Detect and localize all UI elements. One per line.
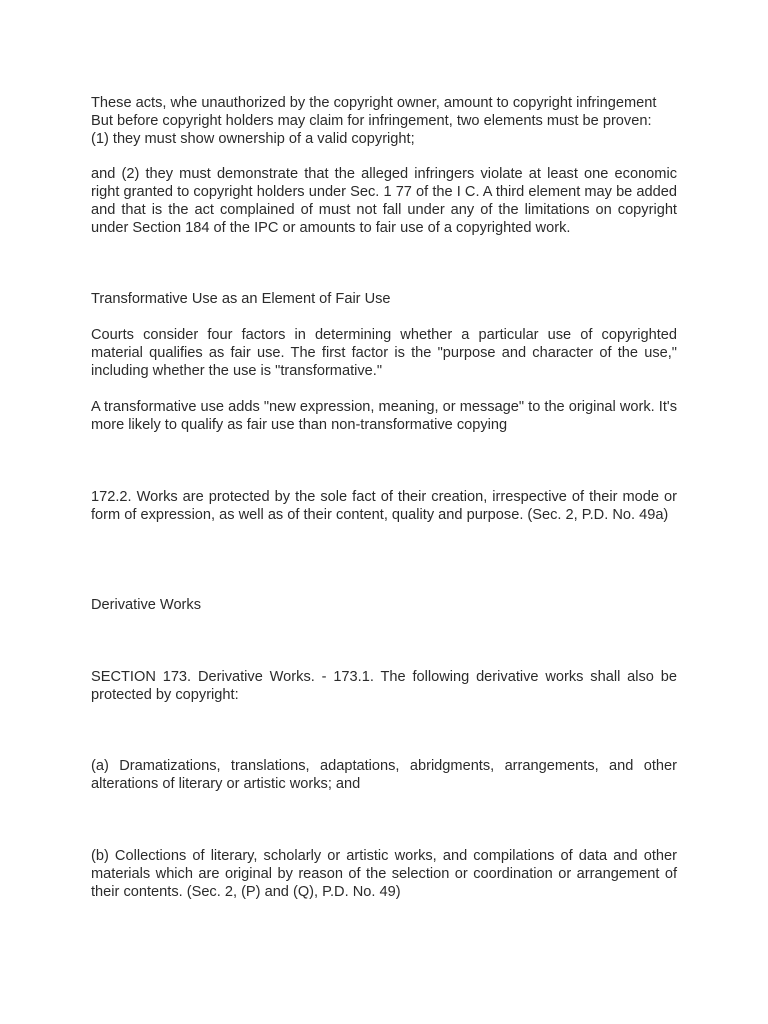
paragraph-172-2: 172.2. Works are protected by the sole fact of their creation, irrespective of their mode or form of expression, as well as of their content, quality and purpose. (Sec. 2, P.D. No. 49a) [91, 489, 677, 523]
section-heading-derivative-works: Derivative Works [91, 597, 202, 613]
section-heading-transformative-use: Transformative Use as an Element of Fair Use [91, 291, 391, 307]
paragraph-line: (1) they must show ownership of a valid copyright; [91, 131, 415, 147]
paragraph-four-factors: Courts consider four factors in determining whether a particular use of copyrighted material qualifies as fair use. The first factor is the "purpose and character of the use," including whether the use is "transformative." [91, 327, 677, 379]
paragraph-line: But before copyright holders may claim for infringement, two elements must be proven: [91, 113, 652, 129]
paragraph-item-b: (b) Collections of literary, scholarly or artistic works, and compilations of data and other materials which are original by reason of the selection or coordination or arrangement of their contents. (Sec. 2, (P) and (Q), P.D. No. 49) [91, 848, 677, 900]
paragraph-transformative-definition: A transformative use adds "new expression, meaning, or message" to the original work. It's more likely to qualify as fair use than non-transformative copying [91, 399, 677, 433]
paragraph-second-element: and (2) they must demonstrate that the alleged infringers violate at least one economic right granted to copyright holders under Sec. 1 77 of the I C. A third element may be added and that is the act complained of must not fall under any of the limitations on copyright under Section 184 of the IPC or amounts to fair use of a copyrighted work. [91, 166, 677, 236]
paragraph-section-173: SECTION 173. Derivative Works. - 173.1. The following derivative works shall also be protected by copyright: [91, 669, 677, 703]
paragraph-infringement-elements [91, 94, 677, 148]
document-page [91, 0, 677, 1024]
paragraph-item-a: (a) Dramatizations, translations, adaptations, abridgments, arrangements, and other alterations of literary or artistic works; and [91, 758, 677, 792]
paragraph-line: These acts, whe unauthorized by the copyright owner, amount to copyright infringement [91, 95, 657, 111]
